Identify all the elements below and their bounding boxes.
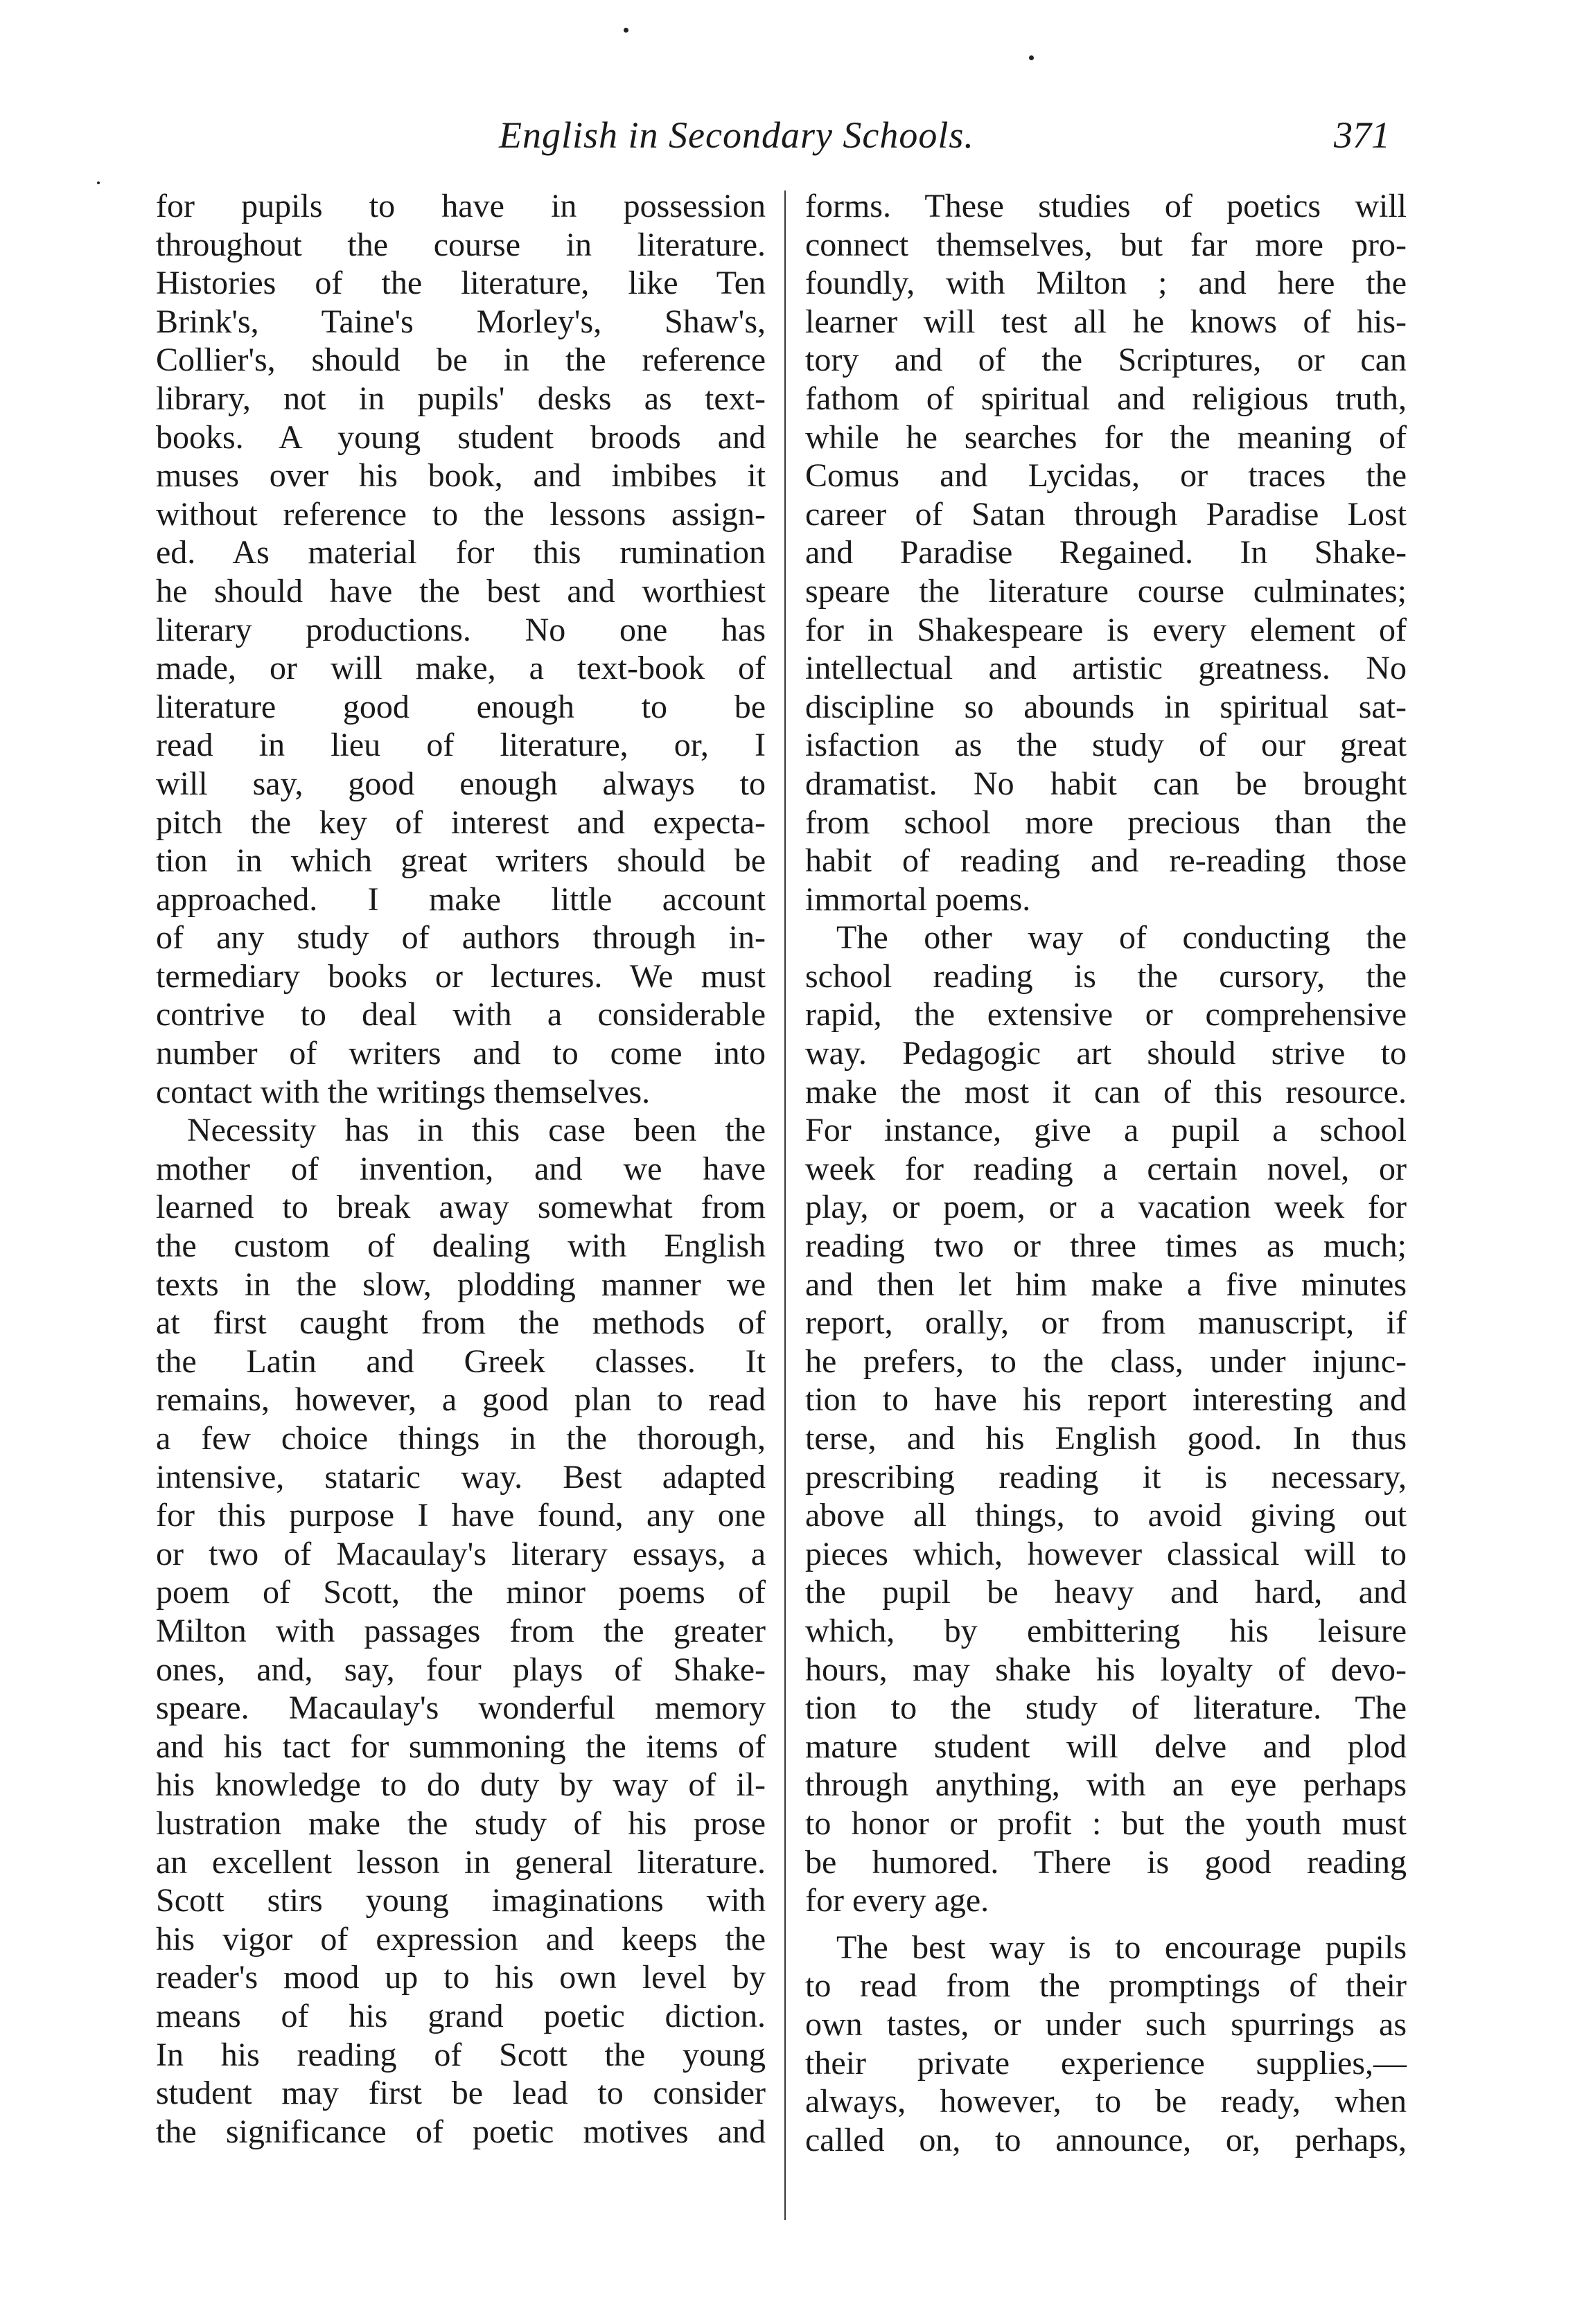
page-number: 371 bbox=[1334, 114, 1390, 156]
print-speck bbox=[624, 28, 628, 33]
text-line: number of writers and to come into bbox=[156, 1035, 766, 1072]
text-line: literary productions. No one has bbox=[156, 611, 766, 648]
text-line: his vigor of expression and keeps the bbox=[156, 1920, 766, 1958]
text-line: their private experience supplies,— bbox=[805, 2044, 1407, 2082]
text-line: Histories of the literature, like Ten bbox=[156, 265, 766, 302]
text-line: without reference to the lessons assign- bbox=[156, 495, 766, 533]
text-line: will say, good enough always to bbox=[156, 765, 766, 802]
text-line: termediary books or lectures. We must bbox=[156, 957, 766, 995]
text-line: and then let him make a five minutes bbox=[805, 1266, 1407, 1303]
text-line: or two of Macaulay's literary essays, a bbox=[156, 1535, 766, 1572]
text-line: way. Pedagogic art should strive to bbox=[805, 1035, 1407, 1072]
text-line: the significance of poetic motives and bbox=[156, 2113, 766, 2150]
text-line: mother of invention, and we have bbox=[156, 1150, 766, 1187]
text-line: contact with the writings themselves. bbox=[156, 1073, 651, 1110]
text-line: tion to have his report interesting and bbox=[805, 1381, 1407, 1419]
text-line: For instance, give a pupil a school bbox=[805, 1112, 1407, 1149]
text-line: learned to break away somewhat from bbox=[156, 1189, 766, 1226]
text-line: fathom of spiritual and religious truth, bbox=[805, 380, 1407, 417]
text-line: discipline so abounds in spiritual sat- bbox=[805, 688, 1407, 725]
text-line: a few choice things in the thorough, bbox=[156, 1420, 766, 1457]
text-line: forms. These studies of poetics will bbox=[805, 188, 1407, 224]
text-line: called on, to announce, or, perhaps, bbox=[805, 2121, 1407, 2158]
text-line: tory and of the Scriptures, or can bbox=[805, 341, 1407, 379]
text-line: contrive to deal with a considerable bbox=[156, 996, 766, 1034]
text-line: means of his grand poetic diction. bbox=[156, 1997, 766, 2034]
text-line: speare. Macaulay's wonderful memory bbox=[156, 1689, 766, 1727]
text-line: and his tact for summoning the items of bbox=[156, 1728, 766, 1765]
text-line: ones, and, say, four plays of Shake- bbox=[156, 1651, 766, 1688]
text-line: student may first be lead to consider bbox=[156, 2075, 766, 2112]
text-line: he prefers, to the class, under injunc- bbox=[805, 1342, 1407, 1380]
column-divider bbox=[784, 190, 786, 2220]
text-line: ed. As material for this rumination bbox=[156, 534, 766, 571]
running-title: English in Secondary Schools. bbox=[499, 114, 974, 156]
text-line: reader's mood up to his own level by bbox=[156, 1959, 766, 1996]
text-line: intellectual and artistic greatness. No bbox=[805, 650, 1407, 687]
text-line: while he searches for the meaning of bbox=[805, 418, 1407, 456]
text-line: for pupils to have in possession bbox=[156, 188, 766, 224]
text-line: at first caught from the methods of bbox=[156, 1304, 766, 1342]
text-line: prescribing reading it is necessary, bbox=[805, 1458, 1407, 1496]
text-line: school reading is the cursory, the bbox=[805, 957, 1407, 995]
text-line: intensive, stataric way. Best adapted bbox=[156, 1458, 766, 1496]
text-line: he should have the best and worthiest bbox=[156, 572, 766, 610]
text-line: speare the literature course culminates; bbox=[805, 572, 1407, 610]
text-line: of any study of authors through in- bbox=[156, 919, 766, 957]
text-line: his knowledge to do duty by way of il- bbox=[156, 1766, 766, 1804]
text-line: The other way of conducting the bbox=[836, 919, 1407, 957]
text-line: Milton with passages from the greater bbox=[156, 1612, 766, 1649]
text-line: play, or poem, or a vacation week for bbox=[805, 1189, 1407, 1226]
text-line: which, by embittering his leisure bbox=[805, 1612, 1407, 1649]
text-line: In his reading of Scott the young bbox=[156, 2036, 766, 2073]
text-line: pieces which, however classical will to bbox=[805, 1535, 1407, 1572]
text-line: the pupil be heavy and hard, and bbox=[805, 1574, 1407, 1611]
text-line: throughout the course in literature. bbox=[156, 226, 766, 263]
text-line: the Latin and Greek classes. It bbox=[156, 1342, 766, 1380]
text-line: above all things, to avoid giving out bbox=[805, 1497, 1407, 1534]
text-line: library, not in pupils' desks as text- bbox=[156, 380, 766, 417]
text-line: foundly, with Milton ; and here the bbox=[805, 265, 1407, 302]
text-line: week for reading a certain novel, or bbox=[805, 1150, 1407, 1187]
text-line: the custom of dealing with English bbox=[156, 1227, 766, 1265]
text-line: read in lieu of literature, or, I bbox=[156, 727, 766, 764]
text-line: muses over his book, and imbibes it bbox=[156, 457, 766, 495]
paragraph-gap bbox=[805, 1920, 1407, 1928]
page-header bbox=[0, 107, 1584, 163]
text-line: career of Satan through Paradise Lost bbox=[805, 495, 1407, 533]
text-line: mature student will delve and plod bbox=[805, 1728, 1407, 1765]
text-line: Necessity has in this case been the bbox=[187, 1112, 766, 1149]
text-line: immortal poems. bbox=[805, 880, 1031, 918]
text-line: for this purpose I have found, any one bbox=[156, 1497, 766, 1534]
text-line: The best way is to encourage pupils bbox=[836, 1928, 1407, 1966]
text-line: be humored. There is good reading bbox=[805, 1843, 1407, 1881]
text-line: tion in which great writers should be bbox=[156, 842, 766, 880]
text-line: an excellent lesson in general literature. bbox=[156, 1843, 766, 1881]
text-line: to read from the promptings of their bbox=[805, 1967, 1407, 2005]
text-line: dramatist. No habit can be brought bbox=[805, 765, 1407, 802]
text-line: lustration make the study of his prose bbox=[156, 1804, 766, 1842]
text-line: books. A young student broods and bbox=[156, 418, 766, 456]
text-line: hours, may shake his loyalty of devo- bbox=[805, 1651, 1407, 1688]
text-line: Comus and Lycidas, or traces the bbox=[805, 457, 1407, 495]
text-line: Brink's, Taine's Morley's, Shaw's, bbox=[156, 303, 766, 340]
text-line: from school more precious than the bbox=[805, 804, 1407, 841]
text-line: through anything, with an eye perhaps bbox=[805, 1766, 1407, 1804]
text-line: Scott stirs young imaginations with bbox=[156, 1882, 766, 1919]
text-line: report, orally, or from manuscript, if bbox=[805, 1304, 1407, 1342]
text-line: tion to the study of literature. The bbox=[805, 1689, 1407, 1727]
text-line: make the most it can of this resource. bbox=[805, 1073, 1407, 1110]
text-line: poem of Scott, the minor poems of bbox=[156, 1574, 766, 1611]
right-column bbox=[805, 187, 1407, 2159]
text-line: and Paradise Regained. In Shake- bbox=[805, 534, 1407, 571]
text-line: Collier's, should be in the reference bbox=[156, 341, 766, 379]
print-speck bbox=[1029, 55, 1034, 60]
text-line: habit of reading and re-reading those bbox=[805, 842, 1407, 880]
text-line: always, however, to be ready, when bbox=[805, 2083, 1407, 2120]
text-line: to honor or profit : but the youth must bbox=[805, 1804, 1407, 1842]
text-line: reading two or three times as much; bbox=[805, 1227, 1407, 1265]
text-line: texts in the slow, plodding manner we bbox=[156, 1266, 766, 1303]
text-line: for in Shakespeare is every element of bbox=[805, 611, 1407, 648]
text-line: learner will test all he knows of his- bbox=[805, 303, 1407, 340]
print-speck bbox=[97, 181, 100, 184]
text-line: terse, and his English good. In thus bbox=[805, 1420, 1407, 1457]
text-line: isfaction as the study of our great bbox=[805, 727, 1407, 764]
left-column bbox=[156, 187, 766, 2151]
text-line: own tastes, or under such spurrings as bbox=[805, 2005, 1407, 2043]
text-line: made, or will make, a text-book of bbox=[156, 650, 766, 687]
text-line: pitch the key of interest and expecta- bbox=[156, 804, 766, 841]
text-line: remains, however, a good plan to read bbox=[156, 1381, 766, 1419]
text-line: connect themselves, but far more pro- bbox=[805, 226, 1407, 263]
text-line: rapid, the extensive or comprehensive bbox=[805, 996, 1407, 1034]
text-line: for every age. bbox=[805, 1882, 989, 1919]
text-line: approached. I make little account bbox=[156, 880, 766, 918]
text-line: literature good enough to be bbox=[156, 688, 766, 725]
